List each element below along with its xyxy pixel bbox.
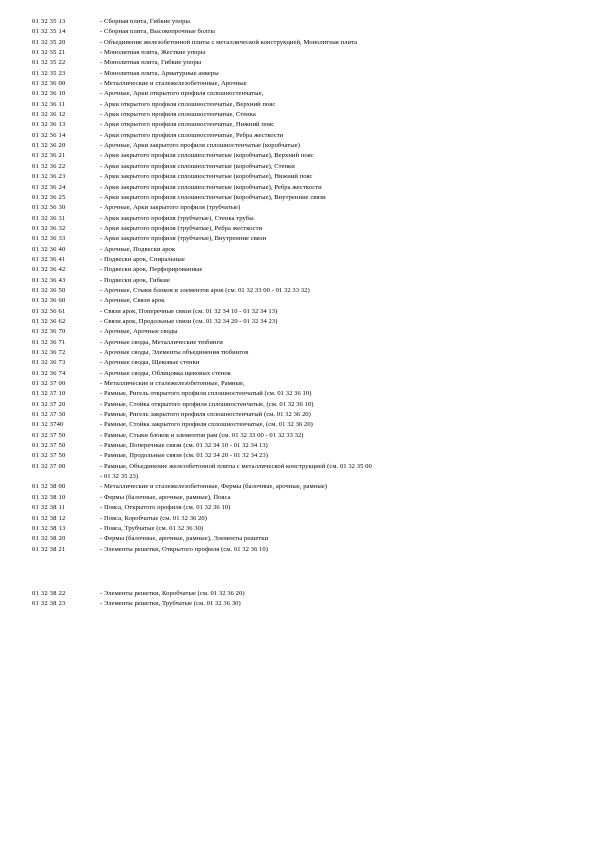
item-code: 01 32 36 32 [32,224,66,232]
item-description: - Арки закрытого профиля (трубчатые), Ребра жесткости [100,224,263,232]
item-description: - Металлические и сталежелезобетонные, Фермы (балочные, арочные, рамные) [100,483,328,491]
item-description: - Монолитная плита, Жесткие упоры [100,49,206,57]
item-description: - Сборная плита, Гибкие упоры [100,18,190,25]
list-item [32,27,577,37]
list-item [32,534,577,544]
item-description: - Элементы решетки, Открытого профиля (см. 01 32 36 10) [100,545,268,553]
item-code: 01 32 36 71 [32,338,66,346]
list-item [32,400,577,410]
item-description: - Арки закрытого профиля сплошностенчатые (коробчатые), Внутренние связи [100,193,326,201]
item-code: 01 32 36 50 [32,286,66,294]
item-description: - Металлические и сталежелезобетонные, Арочные [100,80,247,88]
item-code: 01 32 38 10 [32,493,66,501]
item-description: - Рамные, Стойка закрытого профиля сплошностенчатые, (см. 01 32 36 20) [100,421,313,429]
list-item [32,234,577,244]
list-item [32,317,577,327]
item-description: - Подвески арок, Гибкие [100,276,170,284]
item-description: - Пояса, Коробчатые (см. 01 32 36 20) [100,514,208,522]
item-description: - Рамные, Объединение железобетонной плиты с металлической конструкцией (см. 01 32 35 00 - 01 32 35 23) [100,462,372,481]
item-description: - Монолитная плита, Гибкие упоры [100,59,202,67]
item-code: 01 32 36 72 [32,349,66,356]
list-item [32,286,577,296]
item-description: - Объединение железобетонной плиты с металлической конструкцией, Монолитная плита [100,38,358,46]
item-code: 01 32 36 61 [32,307,66,315]
item-code: 01 32 38 23 [32,600,66,608]
list-item [32,431,577,441]
item-code: 01 32 36 20 [32,142,66,150]
item-code: 01 32 36 40 [32,245,66,253]
list-item [32,451,577,461]
item-code: 01 32 38 22 [32,589,66,597]
item-code: 01 32 36 73 [32,359,66,367]
item-description: - Рамные, Ригель открытого профиля сплошностенчатый (см. 01 32 36 10) [100,390,312,398]
item-code: 01 32 37 20 [32,400,66,408]
list-item [32,524,577,534]
item-description: - Арочные, Связи арок [100,297,165,305]
list-item [32,89,577,99]
list-item [32,38,577,48]
item-code: 01 32 37 00 [32,380,66,388]
item-description: - Арки закрытого профиля сплошностенчатые (коробчатые), Ребра жесткости [100,183,322,191]
list-item [32,348,577,358]
list-item [32,255,577,265]
item-description: - Элементы решетки, Коробчатые (см. 01 32 36 20) [100,589,245,597]
item-description: - Монолитная плита, Арматурные анкеры [100,69,219,77]
list-item [32,79,577,89]
item-description: - Сборная плита, Высокопрочные болты [100,28,215,36]
item-code: 01 32 38 12 [32,514,66,522]
list-item [32,589,577,599]
item-description: - Пояса, Открытого профиля (см. 01 32 36 10) [100,504,231,512]
item-code: 01 32 36 70 [32,328,66,336]
list-item [32,276,577,286]
list-item [32,493,577,503]
list-item [32,545,577,555]
item-code: 01 32 37 30 [32,411,66,419]
list-item [32,265,577,275]
item-code: 01 32 36 12 [32,111,66,119]
item-description: - Арки закрытого профиля сплошностенчатые (коробчатые), Нижний пояс [100,173,313,181]
item-code: 01 32 35 21 [32,49,66,57]
item-description: - Рамные, Стыки блоков и элементов рам (см. 01 32 33 00 - 01 32 33 32) [100,431,304,439]
list-item [32,410,577,420]
list-item [32,358,577,368]
item-code: 01 32 36 60 [32,297,66,305]
list-item [32,245,577,255]
item-code: 01 32 36 62 [32,317,66,325]
list-item [32,338,577,348]
list-item [32,203,577,213]
item-description: - Арки закрытого профиля (трубчатые), Внутренние связи [100,235,267,243]
item-code: 01 32 37 50 [32,452,66,460]
item-code: 01 32 36 00 [32,80,66,88]
item-code: 01 32 36 10 [32,90,66,98]
item-code: 01 32 36 30 [32,204,66,212]
item-description: - Арки закрытого профиля сплошностенчатые (коробчатые), Стенки [100,162,295,170]
item-description: - Арочные своды, Металлические тюбинги [100,338,223,346]
list-item [32,17,577,27]
list-item [32,120,577,130]
item-description: - Арки открытого профиля сплошностенчатые, Ребра жесткости [100,131,284,139]
list-item [32,327,577,337]
item-description: - Фермы (балочные, арочные, рамные), Пояса [100,493,231,501]
list-item [32,162,577,172]
item-description: - Арочные своды, Облицовка щековых стенок [100,369,231,377]
item-code: 01 32 36 21 [32,152,66,160]
list-item [32,193,577,203]
item-code: 01 32 36 22 [32,162,66,170]
item-code: 01 32 37 10 [32,390,66,398]
item-code: 01 32 36 13 [32,121,66,129]
item-code: 01 32 38 21 [32,545,66,553]
entry-group-main [32,17,577,555]
item-code: 01 32 35 20 [32,38,66,46]
item-code: 01 32 35 22 [32,59,66,67]
item-code: 01 32 35 14 [32,28,66,36]
list-item [32,296,577,306]
item-code: 01 32 36 25 [32,193,66,201]
classifier-list [32,17,577,610]
item-description: - Фермы (балочные, арочные, рамные), Элементы решетки [100,535,269,543]
item-code: 01 32 37 50 [32,431,66,439]
list-item [32,214,577,224]
item-code: 01 32 37 00 [32,462,66,470]
item-description: - Арочные своды, Элементы объединения тюбингов [100,349,249,356]
item-description: - Подвески арок, Спиральные [100,255,185,263]
list-item [32,151,577,161]
list-item [32,172,577,182]
item-description: - Связи арок, Продольные связи (см. 01 32 34 20 - 01 32 34 23) [100,317,278,325]
item-description: - Рамные, Поперечные связи (см. 01 32 34 10 - 01 32 34 13) [100,442,268,450]
item-code: 01 32 35 23 [32,69,66,77]
item-code: 01 32 36 14 [32,131,66,139]
list-item [32,503,577,513]
item-description: - Арки закрытого профиля (трубчатые), Стенка трубы [100,214,254,222]
list-item [32,224,577,234]
item-code: 01 32 36 41 [32,255,66,263]
item-description: - Арочные, Арочные своды [100,328,178,336]
list-item [32,100,577,110]
item-description: - Арки открытого профиля сплошностенчатые, Верхний пояс [100,100,276,108]
item-code: 01 32 36 23 [32,173,66,181]
item-description: - Арки открытого профиля сплошностенчатые, Нижний пояс [100,121,275,129]
item-description: - Арочные, Подвески арок [100,245,176,253]
list-item [32,462,577,483]
item-code: 01 32 38 13 [32,524,66,532]
list-item [32,69,577,79]
list-item [32,441,577,451]
list-item [32,514,577,524]
item-code: 01 32 36 24 [32,183,66,191]
item-description: - Арочные, Стыки блоков и элементов арок (см. 01 32 33 00 - 01 32 33 32) [100,286,310,294]
list-item [32,58,577,68]
item-code: 01 32 36 31 [32,214,66,222]
item-description: - Рамные, Продольные связи (см. 01 32 34 20 - 01 32 34 23) [100,452,268,460]
item-code: 01 32 3740 [32,421,64,429]
item-code: 01 32 37 50 [32,442,66,450]
item-description: - Арки закрытого профиля сплошностенчатые (коробчатые), Верхний пояс [100,152,314,160]
list-item [32,420,577,430]
item-code: 01 32 36 42 [32,266,66,274]
item-code: 01 32 36 74 [32,369,66,377]
item-code: 01 32 35 13 [32,18,66,25]
list-item [32,141,577,151]
item-code: 01 32 36 43 [32,276,66,284]
item-description: - Рамные, Ригель закрытого профиля сплошностенчатый (см. 01 32 36 20) [100,411,311,419]
list-item [32,131,577,141]
list-item [32,369,577,379]
item-code: 01 32 38 20 [32,535,66,543]
item-description: - Рамные, Стойка открытого профиля сплошностенчатые, (см. 01 32 36 10) [100,400,314,408]
item-description: - Подвески арок, Перфорированные [100,266,203,274]
item-description: - Элементы решетки, Трубчатые (см. 01 32 36 30) [100,600,241,608]
list-item [32,183,577,193]
item-description: - Арочные, Арки закрытого профиля (трубчатые) [100,204,241,212]
section-gap [32,555,577,589]
item-code: 01 32 38 00 [32,483,66,491]
item-description: - Арочные, Арки открытого профиля сплошностенчатые, [100,90,264,98]
item-code: 01 32 38 11 [32,504,66,512]
item-description: - Металлические и сталежелезобетонные, Рамные, [100,380,245,388]
item-code: 01 32 36 33 [32,235,66,243]
item-description: - Арочные своды, Щековые стенки [100,359,200,367]
list-item [32,110,577,120]
list-item [32,389,577,399]
list-item [32,307,577,317]
item-description: - Арки открытого профиля сплошностенчатые, Стенка [100,111,256,119]
list-item [32,599,577,609]
item-code: 01 32 36 11 [32,100,66,108]
item-description: - Связи арок, Поперечные связи (см. 01 32 34 10 - 01 32 34 13) [100,307,278,315]
list-item [32,379,577,389]
list-item [32,48,577,58]
list-item [32,482,577,492]
item-description: - Пояса, Трубчатые (см. 01 32 36 30) [100,524,204,532]
entry-group-tail [32,589,577,610]
item-description: - Арочные, Арки закрытого профиля сплошностенчатые (коробчатые) [100,142,300,150]
